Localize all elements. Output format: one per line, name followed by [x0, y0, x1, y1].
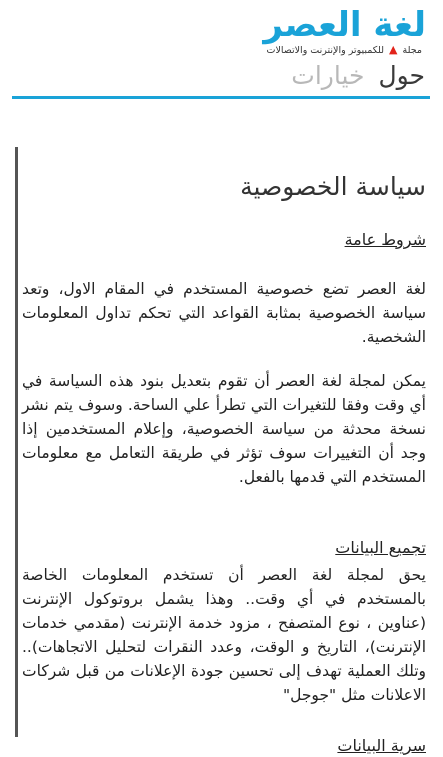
tab-about[interactable]: حول [378, 61, 425, 90]
section-heading-data-confidentiality: سرية البيانات [337, 736, 426, 755]
top-tabs [291, 60, 425, 92]
header-divider [12, 96, 430, 99]
paragraph-general-terms-1: لغة العصر تضع خصوصية المستخدم في المقام الاول، وتعد سياسة الخصوصية بمثابة القواعد التي تحكم تداول المعلومات الشخصية. [22, 280, 426, 346]
logo-tagline-row [267, 44, 423, 57]
app-header [0, 0, 443, 100]
logo-tagline: للكمبيوتر والإنترنت والاتصالات [266, 45, 384, 56]
logo-wordmark: لغة العصر [263, 5, 426, 45]
section-heading-data-collection: تجميع البيانات [335, 538, 426, 557]
logo-magazine-label: مجلة [402, 45, 422, 56]
paragraph-general-terms-2: يمكن لمجلة لغة العصر أن تقوم بتعديل بنود هذه السياسة في أي وقت وفقا للتغيرات التي تطرأ علي الساحة. وسوف يتم نشر نسخة محدثة من سياسة الخصوصية، وإعلام المستخدمين إذا وجد أن التغييرات سوف تؤثر في طريقة التعامل مع معلومات المستخدم التي قدمها بالفعل. [22, 372, 426, 486]
section-heading-general-terms: شروط عامة [344, 230, 426, 249]
privacy-article [15, 147, 432, 755]
logo-emblem-icon: ▲ [389, 43, 398, 56]
tab-options[interactable]: خيارات [291, 61, 365, 90]
article-content [22, 147, 426, 757]
app-logo[interactable] [232, 6, 428, 58]
page-title: سياسة الخصوصية [240, 172, 426, 201]
paragraph-data-collection-1: يحق لمجلة لغة العصر أن تستخدم المعلومات الخاصة بالمستخدم في أي وقت.. وهذا يشمل بروتوكول الإنترنت (عناوين ، نوع المتصفح ، مزود خدمة الإنترنت (مقدمي خدمات الإنترنت)، التاريخ و الوقت، وعدد النقرات لتحليل الاتجاهات).. وتلك العملية تهدف إلى تحسين جودة الإعلانات من قبل شركات الاعلانات مثل "جوجل" [22, 566, 426, 704]
